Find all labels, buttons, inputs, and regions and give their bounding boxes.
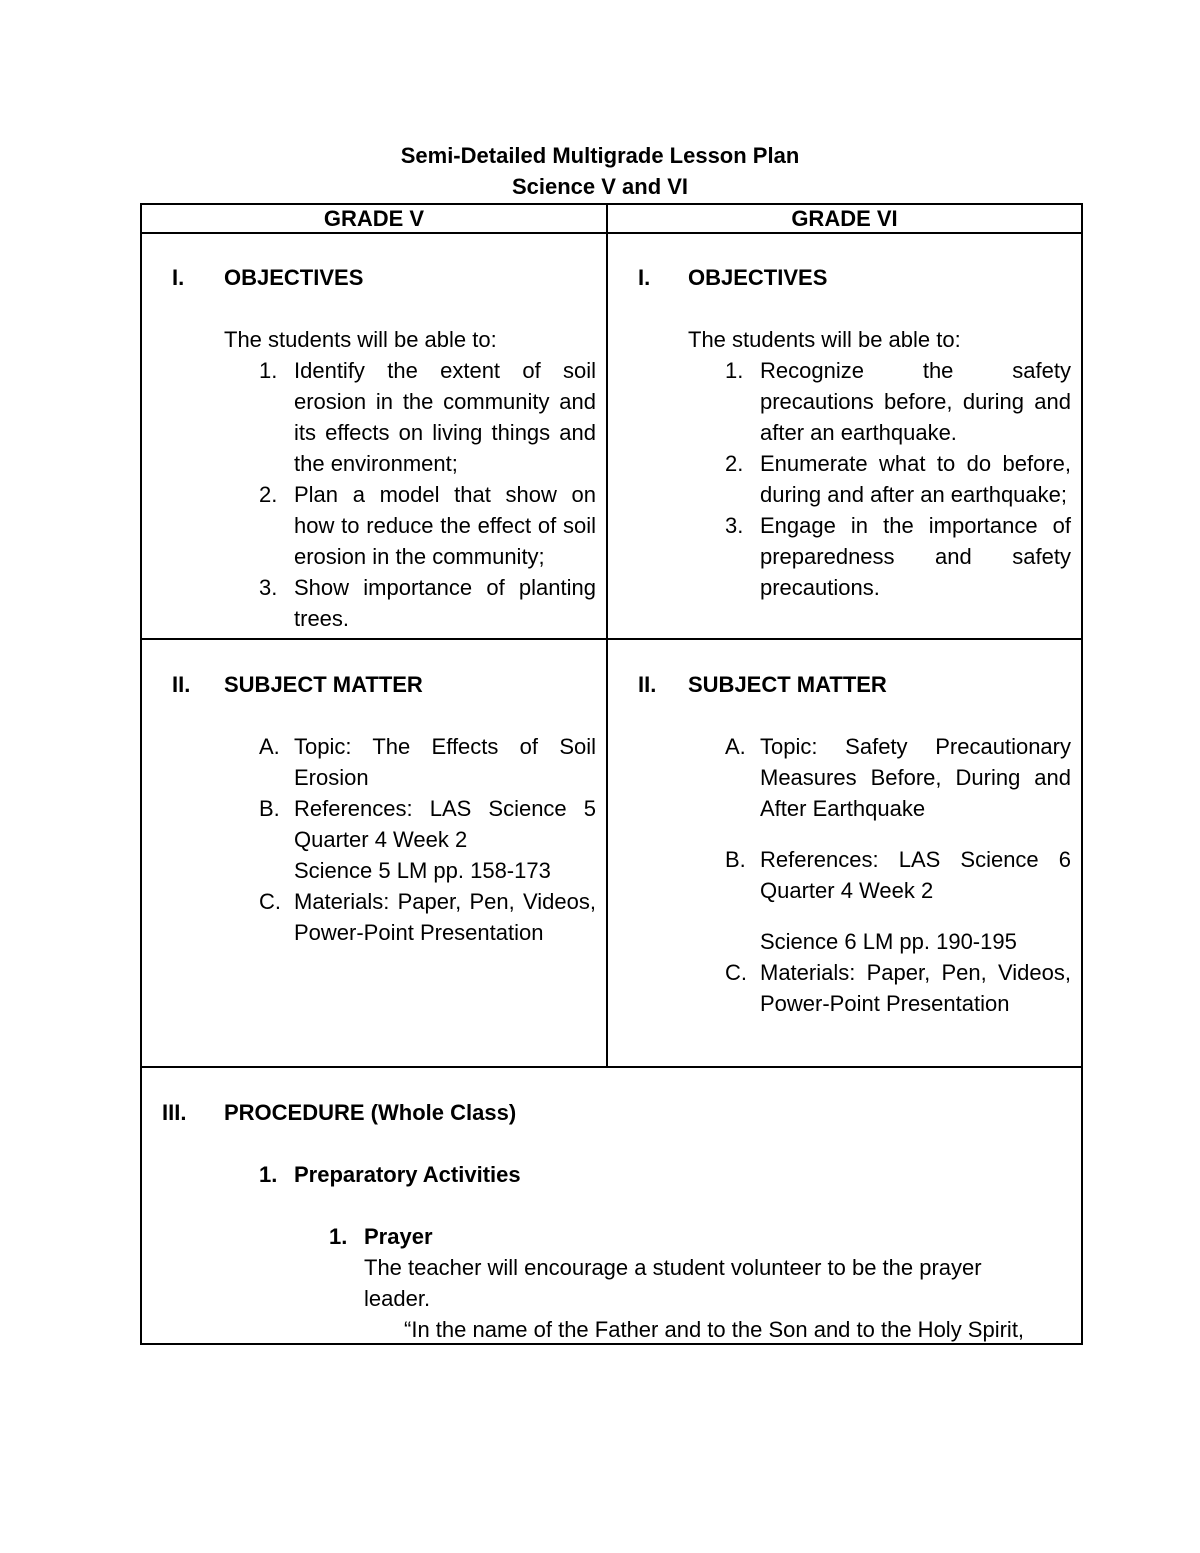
list-item: C. Materials: Paper, Pen, Videos, Power-Point Presentation: [725, 960, 1071, 1016]
list-item: A. Topic: The Effects of Soil Erosion: [259, 734, 596, 790]
lesson-plan-table: [140, 203, 1083, 1345]
list-item: A. Topic: Safety Precautionary Measures Before, During and After Earthquake: [725, 734, 1071, 821]
objectives-intro: The students will be able to:: [224, 327, 497, 352]
list-item: Science 6 LM pp. 190-195: [760, 929, 1017, 954]
objectives-list: [608, 355, 1071, 603]
section-heading: I. OBJECTIVES: [638, 265, 828, 290]
preparatory-activities-heading: 1. Preparatory Activities: [259, 1162, 521, 1187]
list-item: B. References: LAS Science 5 Quarter 4 Week 2: [259, 796, 596, 852]
document-title: Semi-Detailed Multigrade Lesson Plan: [400, 143, 800, 168]
list-item: Science 5 LM pp. 158-173: [294, 858, 551, 883]
section-heading: II. SUBJECT MATTER: [638, 672, 887, 697]
objectives-intro: The students will be able to:: [688, 327, 961, 352]
section-heading: II. SUBJECT MATTER: [172, 672, 423, 697]
header-row: [141, 204, 1082, 233]
list-item: B. References: LAS Science 6 Quarter 4 Week 2: [725, 847, 1071, 903]
list-item: 1. Identify the extent of soil erosion in the community and its effects on living things and the environment;: [259, 358, 596, 476]
grade6-header: GRADE VI: [607, 204, 1082, 233]
grade6-subject-cell: [607, 639, 1082, 1067]
procedure-cell: [141, 1067, 1082, 1344]
list-item: 2. Plan a model that show on how to reduce the effect of soil erosion in the community;: [259, 482, 596, 569]
prayer-quote: “In the name of the Father and to the Son and to the Holy Spirit,: [404, 1317, 1025, 1342]
subject-list: [608, 731, 1071, 1019]
objectives-list: [142, 355, 596, 634]
prayer-heading: 1. Prayer: [329, 1224, 433, 1249]
grade5-objectives-cell: [141, 233, 607, 639]
document-subtitle: Science V and VI: [511, 174, 689, 199]
list-item: 2. Enumerate what to do before, during and after an earthquake;: [725, 451, 1071, 507]
list-item: C. Materials: Paper, Pen, Videos, Power-Point Presentation: [259, 889, 596, 945]
section-heading: I. OBJECTIVES: [172, 265, 364, 290]
subject-matter-row: [141, 639, 1082, 1067]
list-item: 3. Engage in the importance of preparedness and safety precautions.: [725, 513, 1071, 600]
grade6-objectives-cell: [607, 233, 1082, 639]
grade5-header: GRADE V: [141, 204, 607, 233]
subject-list: [142, 731, 596, 948]
list-item: 1. Recognize the safety precautions before, during and after an earthquake.: [725, 358, 1071, 445]
list-item: 3. Show importance of planting trees.: [259, 575, 596, 631]
grade5-subject-cell: [141, 639, 607, 1067]
section-heading: III. PROCEDURE (Whole Class): [162, 1100, 517, 1125]
objectives-row: [141, 233, 1082, 639]
prayer-text: The teacher will encourage a student volunteer to be the prayer leader.: [364, 1255, 982, 1311]
procedure-row: [141, 1067, 1082, 1344]
